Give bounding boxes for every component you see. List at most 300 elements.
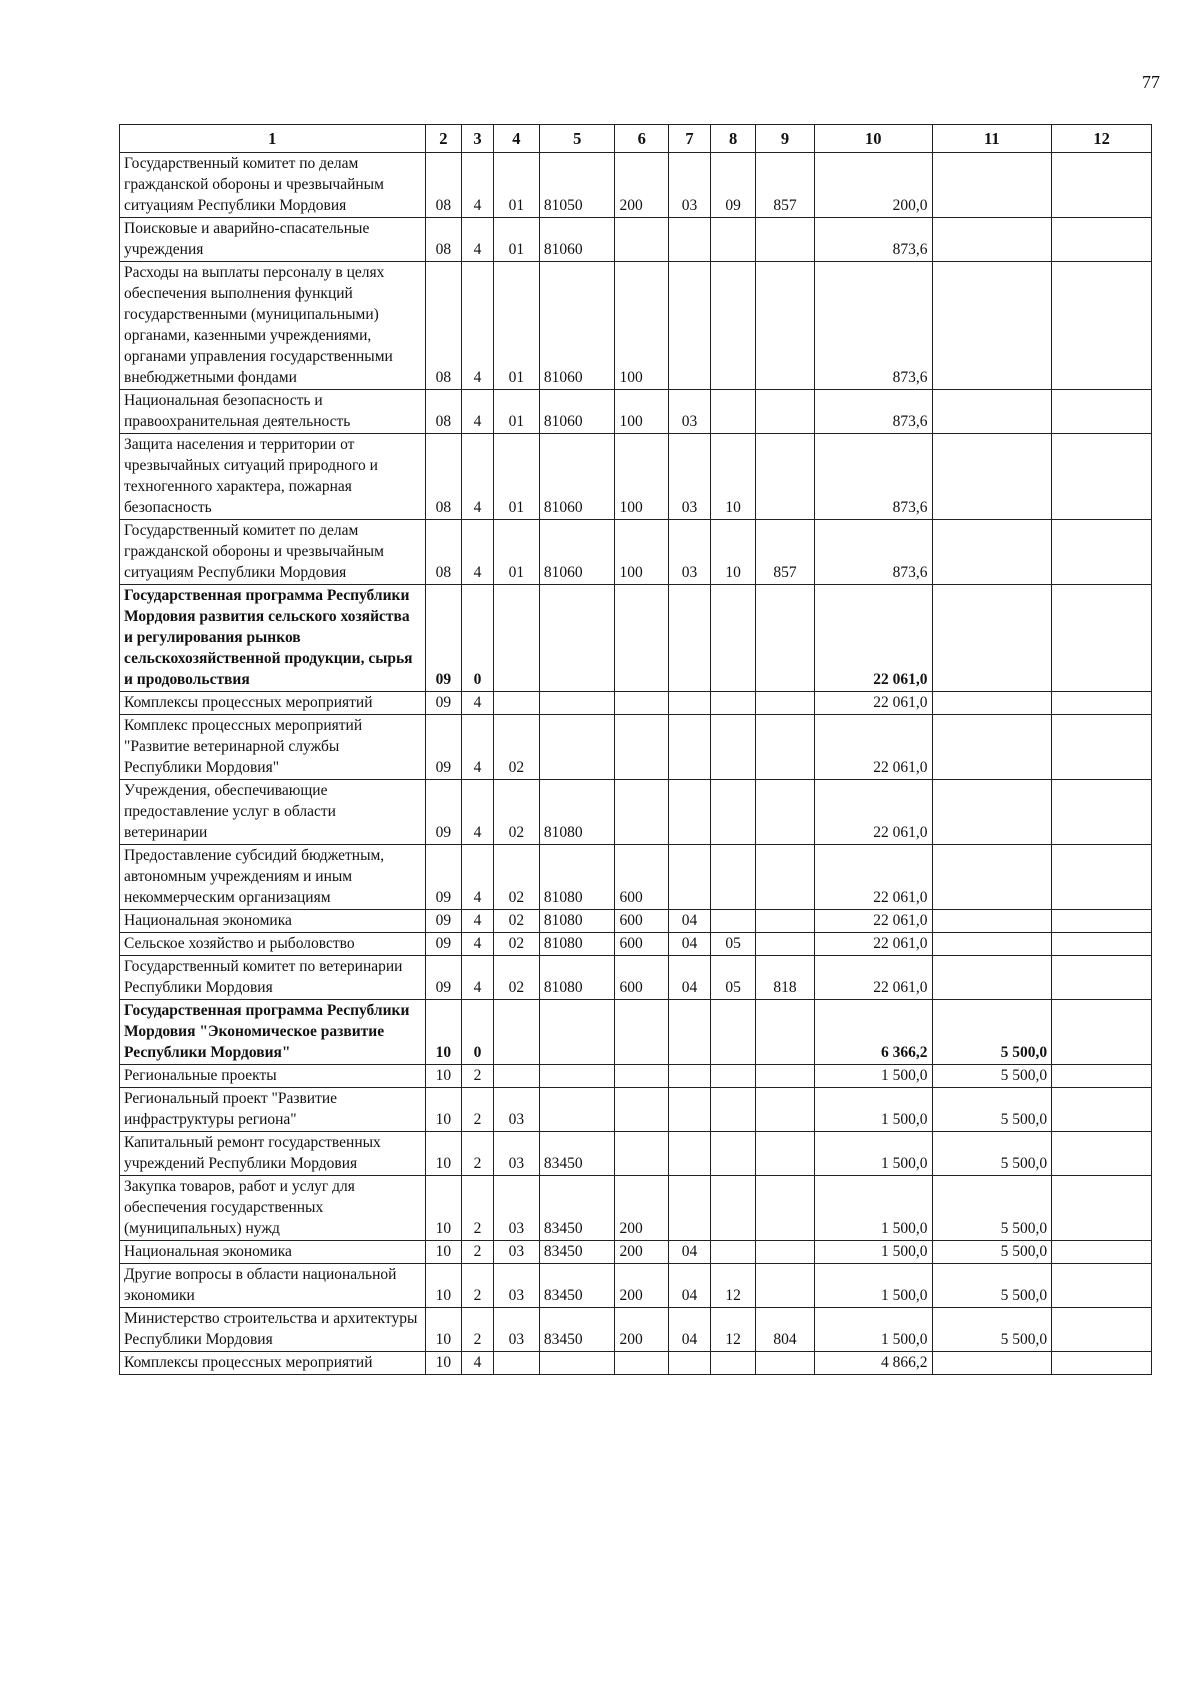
row-value-cell-c4: 01 [493,153,539,218]
row-value-cell-c12 [1052,1065,1152,1088]
row-value-cell-c8: 05 [711,933,756,956]
row-value-cell-c12 [1052,933,1152,956]
row-value-cell-c12 [1052,780,1152,845]
page-number: 77 [1142,72,1160,92]
row-value-cell-c10: 22 061,0 [814,780,932,845]
row-value-cell-c10: 1 500,0 [814,1308,932,1352]
row-value-cell-c5: 83450 [539,1176,615,1241]
row-value-cell-c5 [539,1065,615,1088]
row-value-cell-c7: 04 [669,1264,711,1308]
row-value-cell-c6 [615,1352,669,1375]
row-value-cell-c12 [1052,262,1152,390]
row-value-cell-c9 [756,1132,815,1176]
row-value-cell-c6 [615,585,669,692]
row-value-cell-c4: 02 [493,780,539,845]
row-value-cell-c3: 2 [462,1065,493,1088]
row-value-cell-c3: 4 [462,956,493,1000]
row-value-cell-c6 [615,1132,669,1176]
row-value-cell-c2: 09 [425,845,462,910]
row-name-cell: Капитальный ремонт государственных учреждений Республики Мордовия [120,1132,426,1176]
row-value-cell-c8 [711,1088,756,1132]
table-row [120,262,1152,390]
table-row [120,1352,1152,1375]
row-value-cell-c11: 5 500,0 [932,1065,1052,1088]
row-value-cell-c10: 4 866,2 [814,1352,932,1375]
row-value-cell-c3: 4 [462,910,493,933]
row-value-cell-c8 [711,910,756,933]
row-value-cell-c8 [711,218,756,262]
row-value-cell-c9 [756,715,815,780]
row-value-cell-c4: 01 [493,390,539,434]
row-name-cell: Комплекс процессных мероприятий "Развитие ветеринарной службы Республики Мордовия" [120,715,426,780]
row-value-cell-c4 [493,1065,539,1088]
row-value-cell-c9 [756,434,815,520]
header-cell: 2 [425,125,462,153]
table-row [120,1176,1152,1241]
row-value-cell-c7: 04 [669,1241,711,1264]
row-value-cell-c3: 4 [462,933,493,956]
row-value-cell-c6 [615,692,669,715]
row-name-cell: Региональные проекты [120,1065,426,1088]
row-name-cell: Другие вопросы в области национальной экономики [120,1264,426,1308]
row-value-cell-c9 [756,390,815,434]
table-row [120,780,1152,845]
row-value-cell-c6 [615,1000,669,1065]
row-value-cell-c6: 100 [615,434,669,520]
row-value-cell-c11 [932,218,1052,262]
row-value-cell-c4: 01 [493,218,539,262]
row-value-cell-c3: 4 [462,780,493,845]
row-value-cell-c2: 08 [425,434,462,520]
header-cell: 9 [756,125,815,153]
row-name-cell: Комплексы процессных мероприятий [120,1352,426,1375]
row-value-cell-c10: 22 061,0 [814,715,932,780]
row-value-cell-c5: 83450 [539,1264,615,1308]
row-name-cell: Сельское хозяйство и рыболовство [120,933,426,956]
row-value-cell-c12 [1052,1176,1152,1241]
row-value-cell-c9: 857 [756,153,815,218]
row-value-cell-c8 [711,585,756,692]
row-value-cell-c7: 04 [669,1308,711,1352]
row-value-cell-c6: 200 [615,153,669,218]
row-value-cell-c8 [711,845,756,910]
row-value-cell-c7: 03 [669,153,711,218]
table-row [120,910,1152,933]
row-value-cell-c10: 22 061,0 [814,692,932,715]
header-cell: 12 [1052,125,1152,153]
row-name-cell: Государственная программа Республики Мордовия "Экономическое развитие Республики Мордовия" [120,1000,426,1065]
row-value-cell-c8: 05 [711,956,756,1000]
row-value-cell-c5 [539,1352,615,1375]
row-value-cell-c11: 5 500,0 [932,1132,1052,1176]
row-value-cell-c6: 600 [615,845,669,910]
row-value-cell-c4: 03 [493,1308,539,1352]
row-value-cell-c8 [711,1176,756,1241]
row-value-cell-c9 [756,1264,815,1308]
row-value-cell-c2: 08 [425,153,462,218]
row-value-cell-c12 [1052,390,1152,434]
row-value-cell-c2: 10 [425,1264,462,1308]
row-value-cell-c9: 818 [756,956,815,1000]
header-cell: 5 [539,125,615,153]
row-value-cell-c3: 2 [462,1176,493,1241]
row-value-cell-c9 [756,262,815,390]
row-value-cell-c9 [756,218,815,262]
row-value-cell-c5 [539,1088,615,1132]
row-value-cell-c3: 4 [462,1352,493,1375]
header-cell: 1 [120,125,426,153]
row-value-cell-c10: 1 500,0 [814,1088,932,1132]
row-value-cell-c9 [756,1352,815,1375]
row-value-cell-c7 [669,1352,711,1375]
row-name-cell: Защита населения и территории от чрезвычайных ситуаций природного и техногенного характера, пожарная безопасность [120,434,426,520]
row-value-cell-c7 [669,1088,711,1132]
row-name-cell: Национальная экономика [120,1241,426,1264]
row-value-cell-c5: 83450 [539,1132,615,1176]
row-value-cell-c10: 1 500,0 [814,1176,932,1241]
row-value-cell-c7 [669,218,711,262]
row-value-cell-c6: 600 [615,956,669,1000]
row-value-cell-c5: 81080 [539,910,615,933]
row-name-cell: Государственная программа Республики Мордовия развития сельского хозяйства и регулирования рынков сельскохозяйственной продукции, сырья и продовольствия [120,585,426,692]
row-name-cell: Предоставление субсидий бюджетным, автономным учреждениям и иным некоммерческим организациям [120,845,426,910]
row-value-cell-c2: 09 [425,910,462,933]
row-value-cell-c11 [932,780,1052,845]
row-value-cell-c5 [539,692,615,715]
row-value-cell-c2: 08 [425,520,462,585]
row-value-cell-c11 [932,1352,1052,1375]
row-value-cell-c8: 10 [711,520,756,585]
table-row [120,1088,1152,1132]
row-value-cell-c10: 1 500,0 [814,1264,932,1308]
row-value-cell-c12 [1052,1000,1152,1065]
row-value-cell-c6: 200 [615,1308,669,1352]
row-value-cell-c7 [669,1000,711,1065]
row-value-cell-c11 [932,390,1052,434]
row-value-cell-c3: 4 [462,845,493,910]
row-value-cell-c2: 10 [425,1308,462,1352]
row-value-cell-c7: 04 [669,910,711,933]
row-value-cell-c3: 0 [462,585,493,692]
row-value-cell-c5 [539,715,615,780]
row-value-cell-c2: 08 [425,218,462,262]
row-value-cell-c6 [615,218,669,262]
row-name-cell: Комплексы процессных мероприятий [120,692,426,715]
header-row [120,125,1152,153]
row-value-cell-c3: 2 [462,1088,493,1132]
row-value-cell-c8 [711,390,756,434]
row-value-cell-c5: 81080 [539,933,615,956]
row-value-cell-c4: 02 [493,910,539,933]
table-row [120,520,1152,585]
row-value-cell-c12 [1052,1088,1152,1132]
row-value-cell-c4 [493,585,539,692]
row-value-cell-c8 [711,692,756,715]
row-value-cell-c12 [1052,1352,1152,1375]
row-value-cell-c6: 200 [615,1241,669,1264]
row-value-cell-c7 [669,692,711,715]
row-value-cell-c12 [1052,520,1152,585]
row-value-cell-c2: 09 [425,956,462,1000]
row-value-cell-c5: 81060 [539,218,615,262]
row-value-cell-c6: 100 [615,520,669,585]
row-value-cell-c3: 4 [462,434,493,520]
row-value-cell-c8 [711,1132,756,1176]
row-value-cell-c11 [932,956,1052,1000]
header-cell: 8 [711,125,756,153]
row-value-cell-c12 [1052,1308,1152,1352]
row-value-cell-c3: 2 [462,1241,493,1264]
row-value-cell-c7 [669,845,711,910]
row-value-cell-c9 [756,933,815,956]
row-value-cell-c2: 10 [425,1132,462,1176]
row-value-cell-c12 [1052,1132,1152,1176]
row-value-cell-c4: 03 [493,1088,539,1132]
row-value-cell-c2: 10 [425,1065,462,1088]
row-value-cell-c10: 200,0 [814,153,932,218]
table-row [120,390,1152,434]
row-name-cell: Расходы на выплаты персоналу в целях обеспечения выполнения функций государственными (муниципальными) органами, казенными учреждениями, органами управления государственными внебюджетными фондами [120,262,426,390]
row-value-cell-c6: 100 [615,390,669,434]
row-value-cell-c9 [756,1176,815,1241]
row-value-cell-c2: 10 [425,1241,462,1264]
row-value-cell-c5: 81060 [539,520,615,585]
row-name-cell: Государственный комитет по делам гражданской обороны и чрезвычайным ситуациям Республики Мордовия [120,153,426,218]
row-value-cell-c11 [932,692,1052,715]
row-value-cell-c9 [756,780,815,845]
table-row [120,434,1152,520]
row-value-cell-c7: 03 [669,390,711,434]
row-value-cell-c4: 01 [493,262,539,390]
row-value-cell-c6: 100 [615,262,669,390]
row-value-cell-c4: 02 [493,956,539,1000]
header-cell: 11 [932,125,1052,153]
row-value-cell-c4 [493,1000,539,1065]
table-row [120,692,1152,715]
row-value-cell-c3: 0 [462,1000,493,1065]
row-value-cell-c9: 857 [756,520,815,585]
row-value-cell-c7 [669,585,711,692]
row-value-cell-c11 [932,585,1052,692]
row-value-cell-c11: 5 500,0 [932,1241,1052,1264]
row-value-cell-c7 [669,780,711,845]
row-value-cell-c10: 22 061,0 [814,585,932,692]
row-value-cell-c4: 02 [493,933,539,956]
header-cell: 6 [615,125,669,153]
row-name-cell: Поисковые и аварийно-спасательные учреждения [120,218,426,262]
row-name-cell: Национальная экономика [120,910,426,933]
row-value-cell-c6: 600 [615,933,669,956]
row-value-cell-c12 [1052,1241,1152,1264]
row-value-cell-c4 [493,1352,539,1375]
row-value-cell-c2: 09 [425,692,462,715]
row-value-cell-c8 [711,1000,756,1065]
row-value-cell-c4: 03 [493,1241,539,1264]
row-value-cell-c4: 03 [493,1176,539,1241]
row-value-cell-c12 [1052,1264,1152,1308]
row-value-cell-c2: 10 [425,1088,462,1132]
row-value-cell-c11 [932,933,1052,956]
row-value-cell-c11: 5 500,0 [932,1000,1052,1065]
row-value-cell-c5 [539,1000,615,1065]
row-value-cell-c10: 22 061,0 [814,956,932,1000]
row-value-cell-c11 [932,520,1052,585]
row-value-cell-c11: 5 500,0 [932,1264,1052,1308]
row-value-cell-c10: 1 500,0 [814,1241,932,1264]
row-value-cell-c5 [539,585,615,692]
row-value-cell-c5: 81080 [539,780,615,845]
table-row [120,1132,1152,1176]
row-value-cell-c11: 5 500,0 [932,1088,1052,1132]
row-name-cell: Закупка товаров, работ и услуг для обеспечения государственных (муниципальных) нужд [120,1176,426,1241]
row-value-cell-c10: 873,6 [814,434,932,520]
row-value-cell-c12 [1052,153,1152,218]
row-value-cell-c10: 22 061,0 [814,933,932,956]
row-value-cell-c6 [615,1088,669,1132]
row-name-cell: Региональный проект "Развитие инфраструктуры региона" [120,1088,426,1132]
row-value-cell-c2: 09 [425,585,462,692]
row-value-cell-c4 [493,692,539,715]
row-value-cell-c4: 01 [493,520,539,585]
row-value-cell-c9: 804 [756,1308,815,1352]
row-value-cell-c12 [1052,910,1152,933]
row-value-cell-c8: 12 [711,1308,756,1352]
row-value-cell-c3: 4 [462,390,493,434]
row-value-cell-c8: 12 [711,1264,756,1308]
row-value-cell-c6: 200 [615,1264,669,1308]
table-row [120,933,1152,956]
row-value-cell-c8 [711,1241,756,1264]
row-value-cell-c11 [932,715,1052,780]
row-value-cell-c5: 81060 [539,434,615,520]
row-value-cell-c3: 2 [462,1132,493,1176]
row-value-cell-c2: 10 [425,1176,462,1241]
row-value-cell-c12 [1052,692,1152,715]
row-value-cell-c9 [756,1088,815,1132]
table-row [120,1241,1152,1264]
row-value-cell-c5: 81080 [539,845,615,910]
row-value-cell-c7 [669,262,711,390]
row-value-cell-c11 [932,910,1052,933]
row-value-cell-c2: 10 [425,1000,462,1065]
row-value-cell-c7: 03 [669,434,711,520]
row-value-cell-c11 [932,845,1052,910]
row-value-cell-c8: 09 [711,153,756,218]
row-value-cell-c2: 09 [425,933,462,956]
table-row [120,715,1152,780]
row-value-cell-c2: 08 [425,390,462,434]
row-value-cell-c12 [1052,585,1152,692]
table-row [120,1308,1152,1352]
row-value-cell-c11 [932,153,1052,218]
row-value-cell-c3: 4 [462,692,493,715]
row-name-cell: Национальная безопасность и правоохранительная деятельность [120,390,426,434]
row-name-cell: Государственный комитет по делам гражданской обороны и чрезвычайным ситуациям Республики Мордовия [120,520,426,585]
row-value-cell-c3: 4 [462,520,493,585]
row-value-cell-c8 [711,715,756,780]
row-value-cell-c2: 09 [425,715,462,780]
row-value-cell-c10: 22 061,0 [814,845,932,910]
row-value-cell-c10: 1 500,0 [814,1065,932,1088]
row-value-cell-c12 [1052,956,1152,1000]
row-value-cell-c3: 2 [462,1264,493,1308]
row-value-cell-c12 [1052,434,1152,520]
row-value-cell-c5: 81060 [539,390,615,434]
row-value-cell-c4: 01 [493,434,539,520]
row-value-cell-c10: 873,6 [814,262,932,390]
row-value-cell-c8 [711,1065,756,1088]
row-value-cell-c9 [756,845,815,910]
row-value-cell-c12 [1052,715,1152,780]
row-value-cell-c9 [756,585,815,692]
row-value-cell-c7 [669,715,711,780]
row-value-cell-c2: 10 [425,1352,462,1375]
row-value-cell-c6 [615,1065,669,1088]
row-value-cell-c6: 200 [615,1176,669,1241]
row-name-cell: Министерство строительства и архитектуры Республики Мордовия [120,1308,426,1352]
header-cell: 7 [669,125,711,153]
table-row [120,585,1152,692]
row-value-cell-c7 [669,1132,711,1176]
table-row [120,1065,1152,1088]
row-value-cell-c8 [711,780,756,845]
row-value-cell-c11 [932,262,1052,390]
row-value-cell-c10: 873,6 [814,218,932,262]
table-row [120,153,1152,218]
row-value-cell-c6 [615,715,669,780]
row-value-cell-c3: 4 [462,218,493,262]
row-value-cell-c5: 83450 [539,1308,615,1352]
row-value-cell-c11: 5 500,0 [932,1308,1052,1352]
row-value-cell-c6 [615,780,669,845]
budget-table [119,124,1152,1375]
row-value-cell-c9 [756,910,815,933]
table-row [120,218,1152,262]
row-value-cell-c5: 81050 [539,153,615,218]
row-value-cell-c12 [1052,218,1152,262]
row-value-cell-c8 [711,1352,756,1375]
row-value-cell-c3: 4 [462,715,493,780]
table-row [120,1000,1152,1065]
row-value-cell-c6: 600 [615,910,669,933]
table-row [120,1264,1152,1308]
row-value-cell-c8 [711,262,756,390]
row-value-cell-c4: 03 [493,1132,539,1176]
row-value-cell-c10: 1 500,0 [814,1132,932,1176]
header-cell: 10 [814,125,932,153]
row-value-cell-c4: 02 [493,845,539,910]
row-value-cell-c2: 08 [425,262,462,390]
row-value-cell-c7 [669,1065,711,1088]
row-value-cell-c7: 04 [669,933,711,956]
row-value-cell-c10: 873,6 [814,520,932,585]
row-value-cell-c9 [756,1241,815,1264]
table-row [120,845,1152,910]
row-value-cell-c11 [932,434,1052,520]
row-value-cell-c7: 03 [669,520,711,585]
row-name-cell: Государственный комитет по ветеринарии Республики Мордовия [120,956,426,1000]
row-value-cell-c2: 09 [425,780,462,845]
row-value-cell-c5: 81060 [539,262,615,390]
header-cell: 3 [462,125,493,153]
row-value-cell-c12 [1052,845,1152,910]
row-name-cell: Учреждения, обеспечивающие предоставление услуг в области ветеринарии [120,780,426,845]
row-value-cell-c10: 6 366,2 [814,1000,932,1065]
table-row [120,956,1152,1000]
row-value-cell-c4: 02 [493,715,539,780]
row-value-cell-c10: 873,6 [814,390,932,434]
row-value-cell-c8: 10 [711,434,756,520]
